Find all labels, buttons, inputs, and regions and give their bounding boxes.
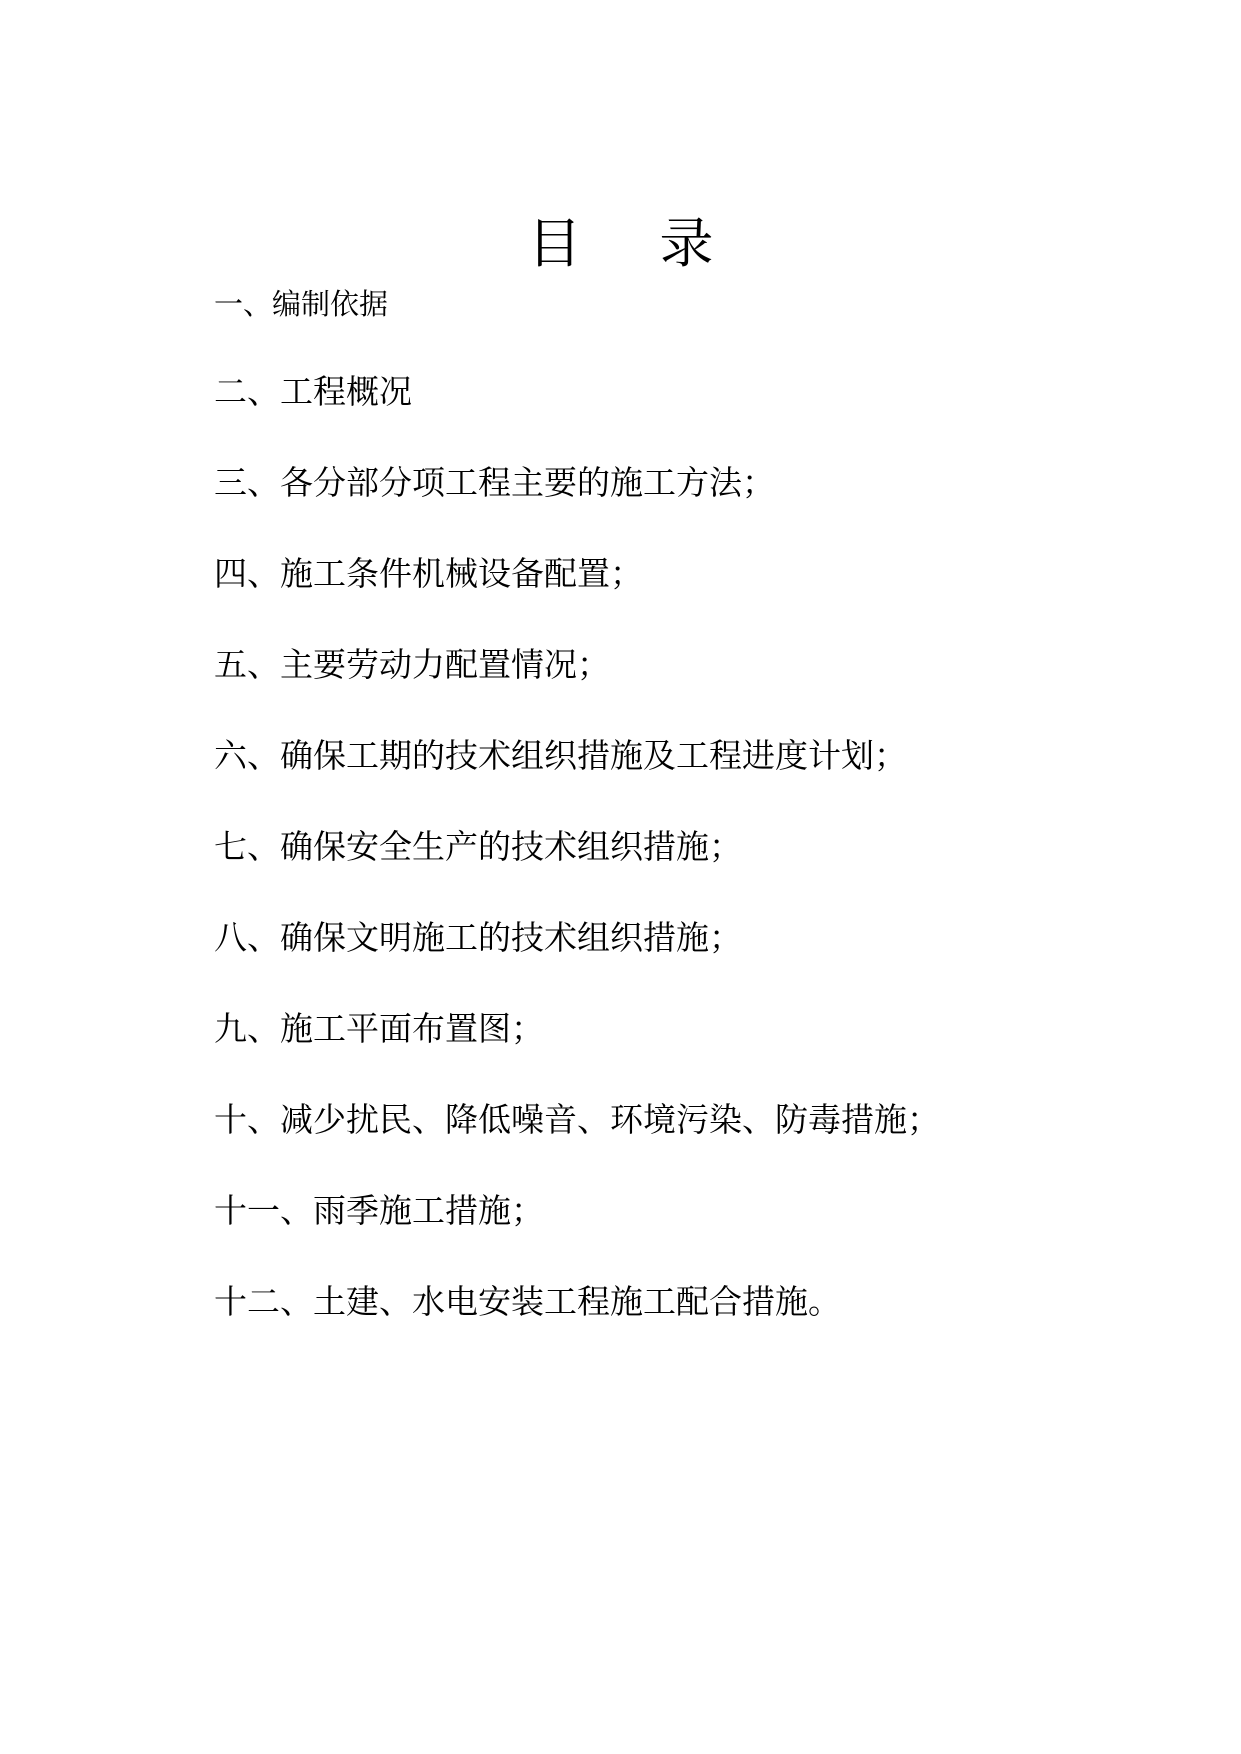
toc-item: 六、确保工期的技术组织措施及工程进度计划； — [214, 736, 907, 775]
toc-item: 十、减少扰民、降低噪音、环境污染、防毒措施； — [214, 1100, 940, 1139]
table-of-contents — [214, 284, 1114, 1322]
toc-item: 十二、土建、水电安装工程施工配合措施。 — [214, 1282, 841, 1321]
toc-item: 八、确保文明施工的技术组织措施； — [214, 918, 742, 957]
toc-item: 九、施工平面布置图； — [214, 1009, 544, 1048]
toc-item: 十一、雨季施工措施； — [214, 1191, 544, 1230]
toc-item: 二、工程概况 — [214, 372, 412, 411]
toc-item: 七、确保安全生产的技术组织措施； — [214, 827, 742, 866]
toc-item: 五、主要劳动力配置情况； — [214, 645, 610, 684]
title-char-2: 录 — [659, 212, 714, 275]
title-char-1: 目 — [527, 212, 582, 275]
toc-item: 一、编制依据 — [214, 287, 389, 321]
toc-item: 四、施工条件机械设备配置； — [214, 554, 643, 593]
toc-item: 三、各分部分项工程主要的施工方法； — [214, 463, 775, 502]
page-title — [0, 212, 1241, 276]
